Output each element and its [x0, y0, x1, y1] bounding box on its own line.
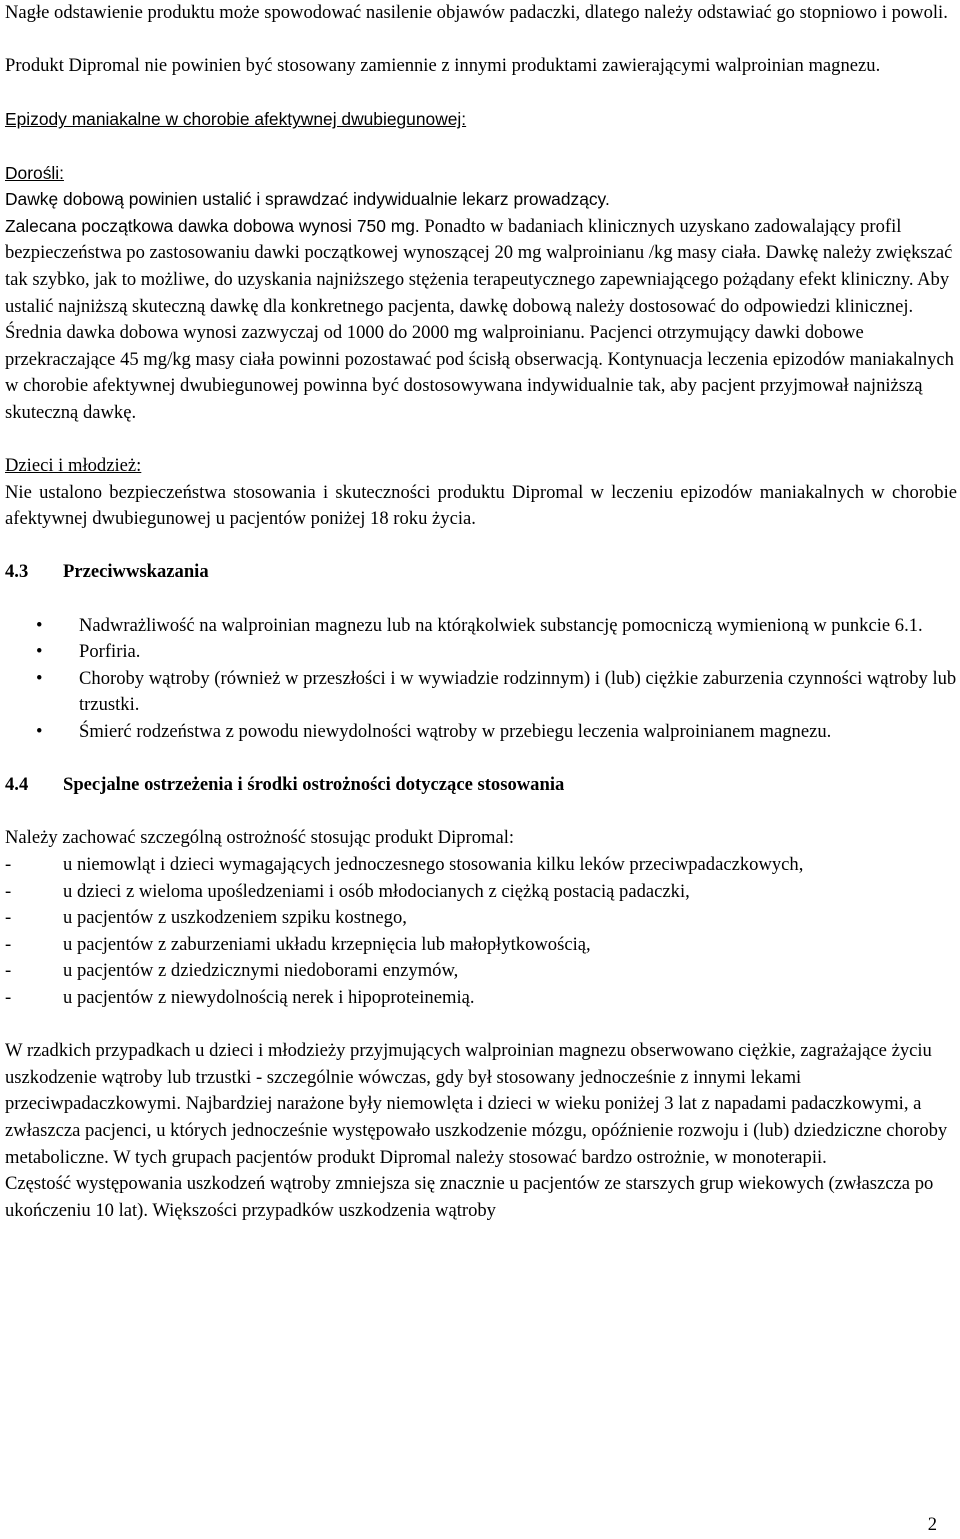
spacer	[5, 799, 957, 826]
bullet-icon: •	[36, 614, 43, 636]
dash-icon: -	[5, 986, 12, 1008]
liver-damage-paragraph: W rzadkich przypadkach u dzieci i młodzieży przyjmujących walproinian magnezu obserwowano ciężkie, zagrażające życiu uszkodzenie wątroby lub trzustki - szczególnie wówczas, gdy był stosowany jednocześnie z innymi lekami przeciwpadaczkowymi. Najbardziej narażone były niemowlęta i dzieci w wieku poniżej 3 lat z napadami padaczkowymi, a zwłaszcza pacjenci, u których jednocześnie występowało uszkodzenie mózgu, opóźnienie rozwoju i (lub) dziedziczne choroby metaboliczne. W tych grupach pacjentów produkt Dipromal należy stosować bardzo ostrożnie, w monoterapii.	[5, 1040, 948, 1168]
warnings-intro: Należy zachować szczególną ostrożność stosując produkt Dipromal:	[5, 827, 515, 849]
section-title: Przeciwwskazania	[63, 561, 209, 583]
list-item	[5, 985, 957, 1012]
list-item-text: Śmierć rodzeństwa z powodu niewydolności wątroby w przebiegu leczenia walproinianem magnezu.	[79, 721, 832, 743]
dash-icon: -	[5, 854, 12, 875]
dash-icon: -	[5, 907, 12, 929]
spacer	[5, 533, 957, 560]
dash-icon: -	[5, 880, 12, 902]
section-number: 4.3	[5, 561, 29, 583]
average-dose-paragraph: Średnia dawka dobowa wynosi zazwyczaj od 1000 do 2000 mg walproinianu. Pacjenci otrzymujący dawki dobowe przekraczające 45 mg/kg masy ciała powinni pozostawać pod ścisłą obserwacją. Kontynuacja leczenia epizodów maniakalnych w chorobie afektywnej dwubiegunowej powinna być dostosowywana indywidualnie tak, aby pacjent przyjmował najniższą skuteczną dawkę.	[5, 322, 954, 423]
list-item	[5, 932, 957, 959]
dash-icon: -	[5, 960, 12, 982]
dash-icon: -	[5, 933, 12, 955]
list-item	[5, 719, 957, 746]
bullet-icon: •	[36, 641, 43, 663]
list-item	[5, 852, 957, 879]
manic-episodes-heading: Epizody maniakalne w chorobie afektywnej dwubiegunowej:	[5, 109, 467, 130]
adults-dosing-paragraph	[5, 213, 957, 320]
list-item-text: Choroby wątroby (również w przeszłości i w wywiadzie rodzinnym) i (lub) ciężkie zaburzenia czynności wątroby lub trzustki.	[79, 667, 957, 716]
spacer	[5, 80, 957, 107]
list-item-text: Porfiria.	[79, 641, 141, 663]
section-number: 4.4	[5, 774, 29, 796]
section-title: Specjalne ostrzeżenia i środki ostrożności dotyczące stosowania	[63, 774, 565, 796]
children-paragraph: Nie ustalono bezpieczeństwa stosowania i skuteczności produktu Dipromal w leczeniu epizodów maniakalnych w chorobie afektywnej dwubiegunowej u pacjentów poniżej 18 roku życia.	[5, 481, 957, 530]
spacer	[5, 133, 957, 160]
spacer	[5, 427, 957, 454]
list-item-text: u niemowląt i dzieci wymagających jednoczesnego stosowania kilku leków przeciwpadaczkowych,	[63, 854, 804, 875]
section-4-4-heading	[5, 772, 957, 799]
contraindications-list	[5, 613, 957, 746]
intro-paragraph-2: Produkt Dipromal nie powinien być stosowany zamiennie z innymi produktami zawierającymi walproinian magnezu.	[5, 55, 881, 77]
spacer	[5, 746, 957, 773]
list-item	[5, 958, 957, 985]
dosing-details-text: Ponadto w badaniach klinicznych uzyskano zadowalający profil bezpieczeństwa po zastosowaniu dawki początkowej wynoszącej 20 mg walproinianu /kg masy ciała. Dawkę należy zwiększać tak szybko, jak to możliwe, do uzyskania najniższego stężenia terapeutycznego zapewniającego pożądany efekt kliniczny. Aby ustalić najniższą skuteczną dawkę dla konkretnego pacjenta, dawkę dobową należy dostosować do odpowiedzi klinicznej.	[5, 215, 953, 317]
bullet-icon: •	[36, 721, 43, 743]
list-item	[5, 905, 957, 932]
list-item	[5, 666, 957, 719]
intro-paragraph-1: Nagłe odstawienie produktu może spowodować nasilenie objawów padaczki, dlatego należy odstawiać go stopniowo i powoli.	[5, 2, 948, 23]
list-item-text: u pacjentów z uszkodzeniem szpiku kostnego,	[63, 907, 407, 929]
list-item-text: u pacjentów z zaburzeniami układu krzepnięcia lub małopłytkowością,	[63, 933, 591, 955]
list-item	[5, 639, 957, 666]
page-number: 2	[927, 1514, 937, 1536]
liver-frequency-paragraph: Częstość występowania uszkodzeń wątroby zmniejsza się znacznie u pacjentów ze starszych grup wiekowych (zwłaszcza po ukończeniu 10 lat). Większości przypadków uszkodzenia wątroby	[5, 1173, 934, 1221]
list-item-text: Nadwrażliwość na walproinian magnezu lub na którąkolwiek substancję pomocniczą wymienioną w punkcie 6.1.	[79, 614, 923, 636]
adults-label: Dorośli:	[5, 162, 64, 183]
bullet-icon: •	[36, 667, 43, 689]
list-item	[5, 613, 957, 640]
spacer	[5, 1012, 957, 1039]
spacer	[5, 586, 957, 613]
spacer	[5, 27, 957, 54]
list-item-text: u pacjentów z dziedzicznymi niedoborami enzymów,	[63, 960, 459, 982]
list-item-text: u pacjentów z niewydolnością nerek i hipoproteinemią.	[63, 986, 475, 1008]
children-label: Dzieci i młodzież:	[5, 455, 142, 477]
section-4-3-heading	[5, 559, 957, 586]
list-item-text: u dzieci z wieloma upośledzeniami i osób młodocianych z ciężką postacią padaczki,	[63, 880, 690, 902]
list-item	[5, 879, 957, 906]
warnings-list	[5, 852, 957, 1012]
adults-dose-line: Dawkę dobową powinien ustalić i sprawdzać indywidualnie lekarz prowadzący.	[5, 189, 610, 210]
initial-dose-text: Zalecana początkowa dawka dobowa wynosi 750 mg.	[5, 215, 420, 236]
document-page	[5, 0, 957, 1224]
